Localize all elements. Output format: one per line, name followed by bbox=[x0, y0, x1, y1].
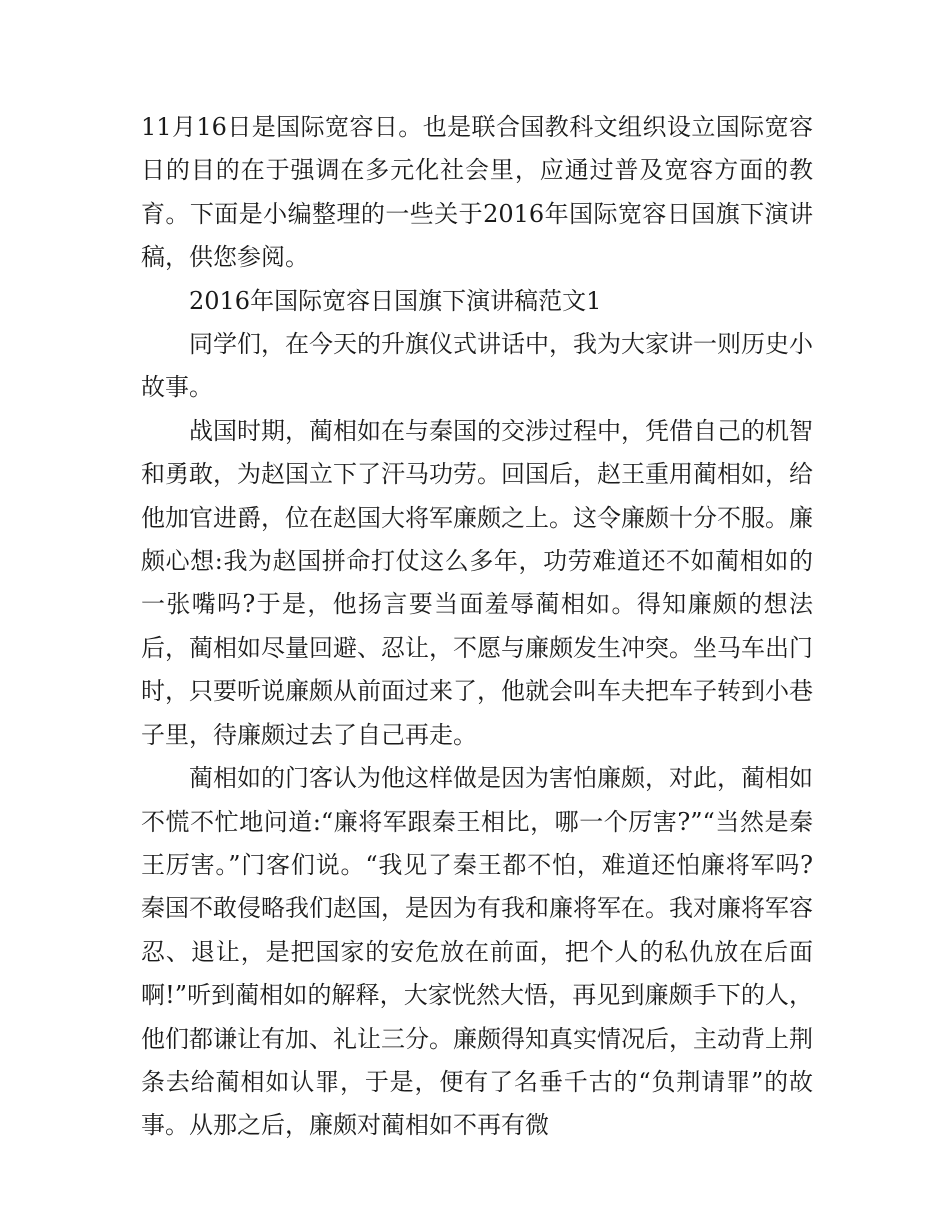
document-body bbox=[141, 106, 813, 1148]
section-title: 2016年国际宽容日国旗下演讲稿范文1 bbox=[189, 286, 602, 315]
body-paragraph-2: 战国时期，蔺相如在与秦国的交涉过程中，凭借自己的机智和勇敢，为赵国立下了汗马功劳。回国后，赵王重用蔺相如，给他加官进爵，位在赵国大将军廉颇之上。这令廉颇十分不服。廉颇心想:我为赵国拼命打仗这么多年，功劳难道还不如蔺相如的一张嘴吗?于是，他扬言要当面羞辱蔺相如。得知廉颇的想法后，蔺相如尽量回避、忍让，不愿与廉颇发生冲突。坐马车出门时，只要听说廉颇从前面过来了，他就会叫车夫把车子转到小巷子里，待廉颇过去了自己再走。 bbox=[141, 416, 813, 749]
body-paragraph-3: 蔺相如的门客认为他这样做是因为害怕廉颇，对此，蔺相如不慌不忙地问道:“廉将军跟秦王相比，哪一个厉害?”“当然是秦王厉害。”门客们说。“我见了秦王都不怕，难道还怕廉将军吗?秦国不敢侵略我们赵国，是因为有我和廉将军在。我对廉将军容忍、退让，是把国家的安危放在前面，把个人的私仇放在后面啊!”听到蔺相如的解释，大家恍然大悟，再见到廉颇手下的人，他们都谦让有加、礼让三分。廉颇得知真实情况后，主动背上荆条去给蔺相如认罪，于是，便有了名垂千古的“负荆请罪”的故事。从那之后，廉颇对蔺相如不再有微 bbox=[141, 764, 813, 1140]
intro-paragraph: 11月16日是国际宽容日。也是联合国教科文组织设立国际宽容日的目的在于强调在多元化社会里，应通过普及宽容方面的教育。下面是小编整理的一些关于2016年国际宽容日国旗下演讲稿，供您参阅。 bbox=[141, 113, 813, 272]
body-paragraph-1: 同学们，在今天的升旗仪式讲话中，我为大家讲一则历史小故事。 bbox=[141, 330, 813, 402]
